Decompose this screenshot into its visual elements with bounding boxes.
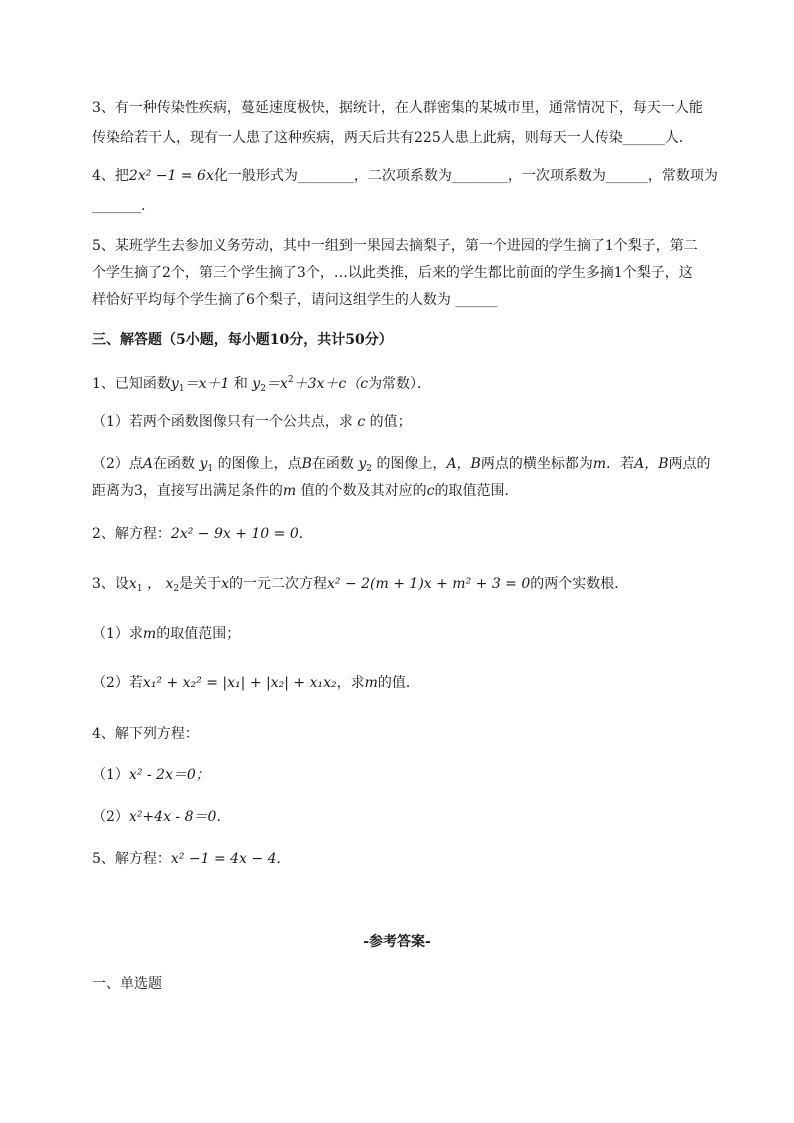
p1-part2-c: 的图像上，点 bbox=[217, 456, 302, 472]
q3-line2: 传染给若干人，现有一人患了这种疾病，两天后共有225人患上此病，则每天一人传染______人． bbox=[92, 130, 693, 146]
p2-label: 2、解方程： bbox=[92, 526, 171, 542]
q4-line1 bbox=[92, 166, 718, 186]
p1-part2-line2: 距离为3，直接写出满足条件的m 值的个数及其对应的c的取值范围． bbox=[92, 483, 519, 499]
p3-c: 的一元二次方程 bbox=[229, 576, 327, 592]
answers-section1: 一、单选题 bbox=[92, 976, 162, 992]
p1-part2-e: 的图像上， bbox=[376, 456, 447, 472]
p3-equation: x² − 2(m + 1)x + m² + 3 = 0 bbox=[327, 576, 531, 592]
answers-title: -参考答案- bbox=[363, 934, 431, 950]
p3-part2-c: 的值． bbox=[377, 675, 420, 691]
p1-part2-d: 在函数 bbox=[311, 456, 354, 472]
p1-intro-b: 和 bbox=[233, 376, 248, 392]
q4-equation: 2x² −1 = 6x bbox=[128, 168, 214, 184]
p1-part2-a: （2）点 bbox=[92, 456, 143, 472]
p4-part2 bbox=[92, 807, 230, 827]
p1-intro-c: 为常数）． bbox=[368, 376, 432, 392]
p4-part1-label: （1） bbox=[92, 767, 129, 783]
p5-end: ． bbox=[276, 851, 291, 867]
p2-equation: 2x² − 9x + 10 = 0 bbox=[170, 526, 299, 542]
p4-part2-label: （2） bbox=[92, 809, 129, 825]
p3-part1: （1）求m的取值范围； bbox=[92, 626, 241, 642]
p4-part1 bbox=[92, 765, 210, 785]
p3-part2-b: ，求 bbox=[336, 675, 365, 691]
p2-line bbox=[92, 524, 313, 544]
p1-part2-h: 两点的 bbox=[668, 456, 711, 472]
p3-part1-a: （1）求 bbox=[92, 626, 143, 642]
q4-line2: _______. bbox=[92, 198, 146, 214]
q3-line1: 3、有一种传染性疾病，蔓延速度极快，据统计，在人群密集的某城市里，通常情况下，每天一人能 bbox=[92, 100, 703, 116]
p1-part2-line2-a: 距离为3，直接写出满足条件的 bbox=[92, 483, 283, 499]
q5-line1: 5、某班学生去参加义务劳动，其中一组到一果园去摘梨子，第一个进园的学生摘了1个梨子，第二 bbox=[92, 238, 698, 254]
p1-intro-a: 1、已知函数 bbox=[92, 376, 171, 392]
p1-y1-def: $y_1=x+1$ bbox=[170, 376, 234, 394]
p3-a: 3、设 bbox=[92, 576, 129, 592]
section3-title: 三、解答题（5小题，每小题10分，共计50分） bbox=[92, 332, 393, 348]
p1-part2-g: ．若 bbox=[606, 456, 635, 472]
p1-y2-def: $y_2=x^2+3x+c(c$ bbox=[247, 375, 369, 394]
p4-part1-equation: x² - 2x＝0； bbox=[128, 767, 210, 783]
p3-part2-a: （2）若 bbox=[92, 675, 143, 691]
p1-part1-end: 的值； bbox=[369, 414, 412, 430]
p5-label: 5、解方程： bbox=[92, 851, 171, 867]
p1-intro bbox=[92, 370, 431, 399]
p5-equation: x² −1 = 4x − 4 bbox=[170, 851, 277, 867]
p5-line bbox=[92, 849, 291, 869]
q4-prefix: 4、把 bbox=[92, 168, 129, 184]
p1-part2-line1: （2）点A在函数 $y_1$ 的图像上，点B在函数 $y_2$ 的图像上，A，B两点的横坐标都为m．若A，B两点的 bbox=[92, 456, 711, 474]
p1-part1 bbox=[92, 412, 412, 432]
q5-line3: 样恰好平均每个学生摘了6个梨子，请问这组学生的人数为 ______ bbox=[92, 292, 498, 308]
p3-b: 是关于 bbox=[179, 576, 222, 592]
p1-part2-line2-b: 值的个数及其对应的 bbox=[300, 483, 427, 499]
p3-part1-b: 的取值范围； bbox=[156, 626, 241, 642]
p1-part2-f: 两点的横坐标都为 bbox=[480, 456, 593, 472]
p2-end: ． bbox=[298, 526, 313, 542]
p4-title: 4、解下列方程： bbox=[92, 726, 199, 742]
p3-d: 的两个实数根． bbox=[530, 576, 629, 592]
p3-part2-equation: x₁² + x₂² = |x₁| + |x₂| + x₁x₂ bbox=[142, 675, 337, 691]
p1-part1-text: （1）若两个函数图像只有一个公共点，求 bbox=[92, 414, 353, 430]
p1-part2-b: 在函数 bbox=[153, 456, 196, 472]
q4-rest: 化一般形式为________，二次项系数为________，一次项系数为______，常数项为 bbox=[213, 168, 718, 184]
p1-part1-var: c bbox=[352, 414, 370, 430]
p4-part2-equation: x²+4x - 8＝0． bbox=[128, 809, 231, 825]
p3-part2: （2）若x₁² + x₂² = |x₁| + |x₂| + x₁x₂，求m的值． bbox=[92, 675, 420, 691]
p1-part2-line2-c: 的取值范围． bbox=[434, 483, 519, 499]
p3-line: 3、设$x_1$ ， $x_2$是关于x的一元二次方程x² − 2(m + 1)x + m² + 3 = 0的两个实数根． bbox=[92, 576, 629, 594]
q5-line2: 个学生摘了2个，第三个学生摘了3个，…以此类推，后来的学生都比前面的学生多摘1个梨子，这 bbox=[92, 265, 693, 281]
